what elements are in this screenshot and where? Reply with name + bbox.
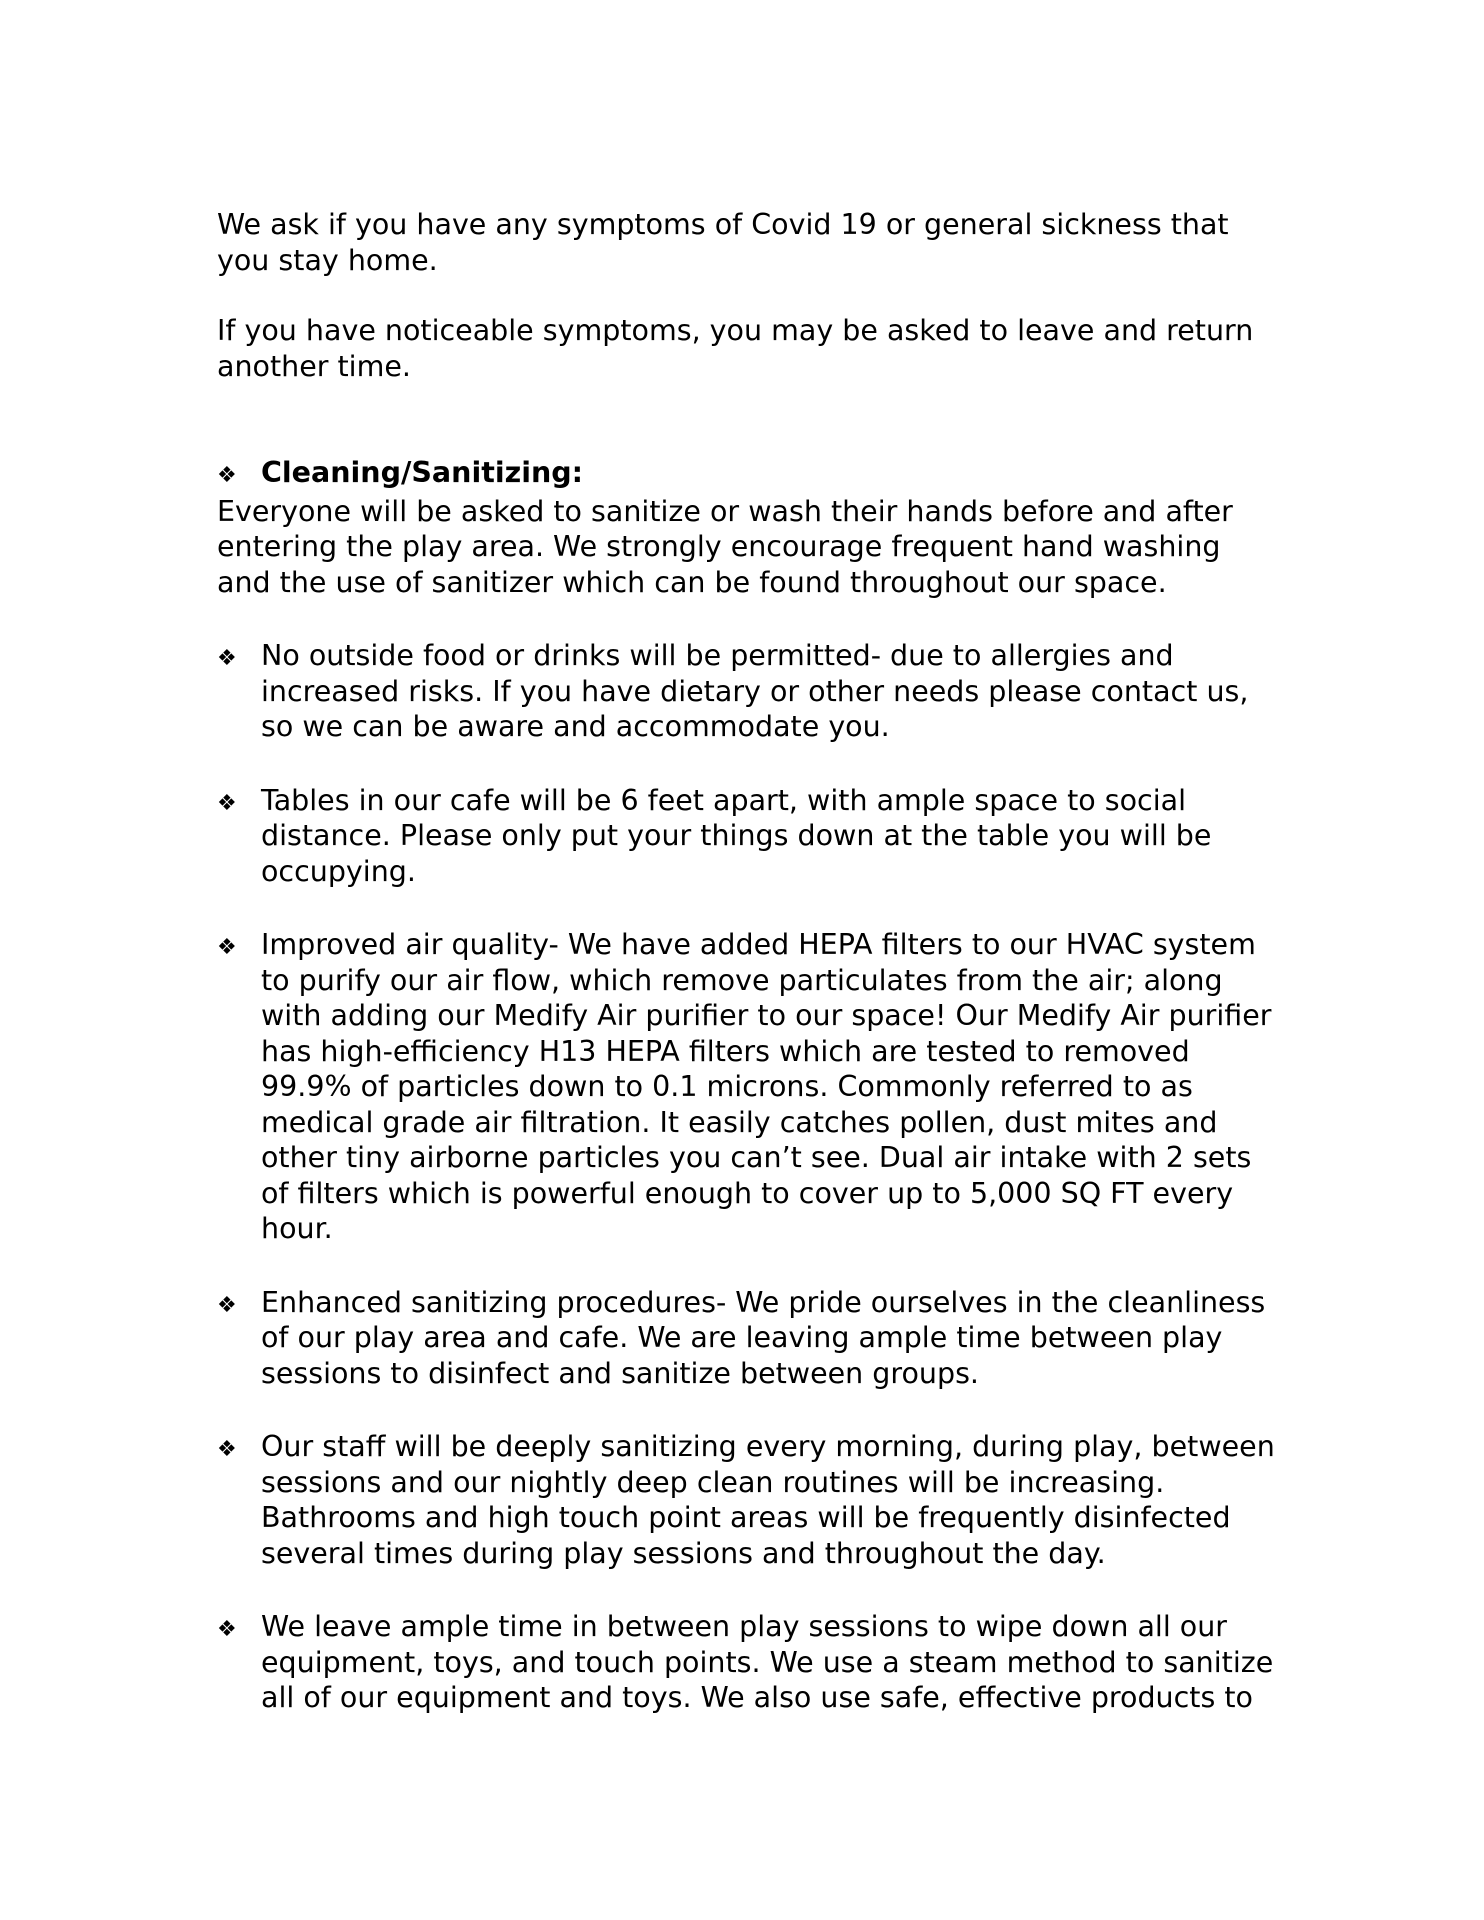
policy-list (217, 638, 1317, 1716)
list-item-text: Improved air quality- We have added HEPA filters to our HVAC system to purify our air flow, which remove particulates from the air; along with adding our Medify Air purifier to our space! Our Medify Air purifier has high-efficiency H13 HEPA filters which are tested to removed 99.9% of particles down to 0.1 microns. Commonly referred to as medical grade air filtration. It easily catches pollen, dust mites and other tiny airborne particles you can’t see. Dual air intake with 2 sets of filters which is powerful enough to cover up to 5,000 SQ FT every hour. (261, 928, 1272, 1245)
cleaning-section (217, 455, 1317, 600)
list-item-text: We leave ample time in between play sessions to wipe down all our equipment, toys, and touch points. We use a steam method to sanitize all of our equipment and toys. We also use safe, effective products to (261, 1610, 1274, 1714)
cleaning-body: Everyone will be asked to sanitize or wash their hands before and after entering the play area. We strongly encourage frequent hand washing and the use of sanitizer which can be found throughout our space. (217, 494, 1233, 599)
list-item-text: No outside food or drinks will be permitted- due to allergies and increased risks. If you have dietary or other needs please contact us, so we can be aware and accommodate you. (261, 639, 1249, 743)
intro-paragraph-symptoms: We ask if you have any symptoms of Covid 19 or general sickness that you stay home. (217, 208, 1229, 277)
diamond-bullet-icon: ❖ (217, 646, 237, 671)
document-page (217, 207, 1317, 1754)
list-item-text: Our staff will be deeply sanitizing every morning, during play, between sessions and our nightly deep clean routines will be increasing. Bathrooms and high touch point areas will be frequently disinfected several times during play sessions and throughout the day. (261, 1430, 1275, 1570)
list-item (217, 1429, 1317, 1571)
cleaning-heading (217, 455, 1317, 494)
list-item (217, 1609, 1317, 1716)
list-item (217, 927, 1317, 1247)
section-heading: Cleaning/Sanitizing: (261, 456, 584, 489)
list-item-text: Tables in our cafe will be 6 feet apart, with ample space to social distance. Please only put your things down at the table you will be occupying. (261, 783, 1212, 888)
list-item (217, 1285, 1317, 1392)
list-item (217, 783, 1317, 890)
diamond-bullet-icon: ❖ (217, 935, 237, 960)
diamond-bullet-icon: ❖ (217, 790, 237, 816)
list-item-text: Enhanced sanitizing procedures- We pride ourselves in the cleanliness of our play area and cafe. We are leaving ample time between play sessions to disinfect and sanitize between groups. (261, 1285, 1266, 1390)
diamond-bullet-icon: ❖ (217, 1617, 237, 1642)
diamond-bullet-icon: ❖ (217, 1437, 237, 1462)
list-item (217, 638, 1317, 745)
diamond-bullet-icon: ❖ (217, 463, 237, 488)
intro-paragraph-leave: If you have noticeable symptoms, you may be asked to leave and return another time. (217, 314, 1254, 383)
diamond-bullet-icon: ❖ (217, 1292, 237, 1318)
